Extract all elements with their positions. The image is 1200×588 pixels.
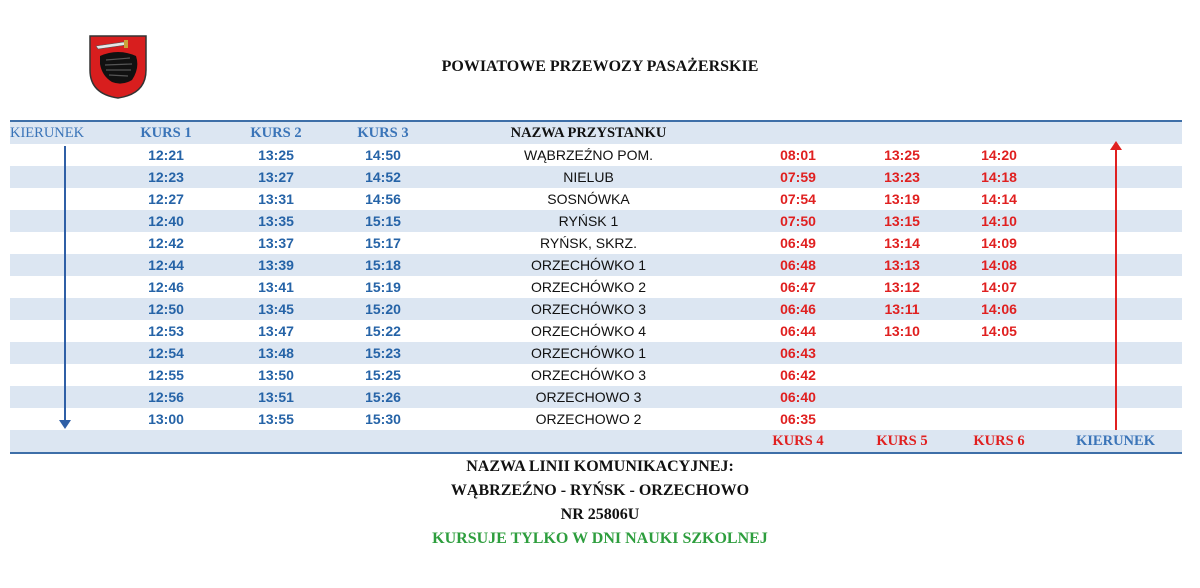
time-cell-k6: 14:07	[981, 279, 1017, 295]
stop-name-cell: ORZECHÓWKO 3	[530, 301, 647, 317]
arrow-head-up-icon	[1110, 141, 1122, 150]
timetable	[10, 120, 1182, 454]
time-cell-k6: 14:08	[981, 257, 1017, 273]
time-cell-k4: 06:46	[780, 301, 816, 317]
table-row	[10, 320, 1182, 342]
time-cell-k3: 15:18	[365, 257, 401, 273]
time-cell-k2: 13:31	[258, 191, 294, 207]
time-cell-k2: 13:35	[258, 213, 294, 229]
direction-left-header: KIERUNEK	[10, 124, 85, 141]
time-cell-k4: 06:43	[780, 345, 816, 361]
time-cell-k2: 13:55	[258, 411, 294, 427]
time-cell-k1: 12:23	[148, 169, 184, 185]
time-cell-k4: 06:47	[780, 279, 816, 295]
coat-of-arms-icon	[88, 34, 148, 100]
time-cell-k5: 13:13	[884, 257, 920, 273]
time-cell-k3: 15:23	[365, 345, 401, 361]
time-cell-k2: 13:39	[258, 257, 294, 273]
time-cell-k5: 13:19	[884, 191, 920, 207]
line-info	[300, 455, 900, 551]
kurs4-header: KURS 4	[772, 432, 824, 449]
time-cell-k3: 15:15	[365, 213, 401, 229]
kurs5-header: KURS 5	[876, 432, 928, 449]
time-cell-k1: 12:53	[148, 323, 184, 339]
stop-name-cell: ORZECHÓWKO 1	[530, 257, 647, 273]
time-cell-k6: 14:14	[981, 191, 1017, 207]
direction-down-arrow-icon	[64, 146, 66, 424]
time-cell-k2: 13:25	[258, 147, 294, 163]
table-row	[10, 144, 1182, 166]
line-label: NAZWA LINII KOMUNIKACYJNEJ:	[466, 458, 734, 475]
time-cell-k5: 13:10	[884, 323, 920, 339]
time-cell-k5: 13:12	[884, 279, 920, 295]
stop-name-cell: ORZECHOWO 3	[535, 389, 642, 405]
kurs6-header: KURS 6	[973, 432, 1025, 449]
stop-name-cell: SOSNÓWKA	[547, 191, 630, 207]
time-cell-k3: 15:25	[365, 367, 401, 383]
time-cell-k4: 06:40	[780, 389, 816, 405]
table-row	[10, 342, 1182, 364]
time-cell-k1: 12:21	[148, 147, 184, 163]
stop-name-cell: NIELUB	[563, 169, 614, 185]
time-cell-k3: 15:22	[365, 323, 401, 339]
table-footer-row	[10, 430, 1182, 452]
table-row	[10, 188, 1182, 210]
stop-name-cell: ORZECHÓWKO 4	[530, 323, 647, 339]
time-cell-k4: 06:35	[780, 411, 816, 427]
stop-name-cell: ORZECHOWO 2	[535, 411, 642, 427]
time-cell-k3: 14:52	[365, 169, 401, 185]
time-cell-k6: 14:20	[981, 147, 1017, 163]
time-cell-k6: 14:18	[981, 169, 1017, 185]
time-cell-k2: 13:50	[258, 367, 294, 383]
time-cell-k5: 13:14	[884, 235, 920, 251]
time-cell-k3: 14:50	[365, 147, 401, 163]
time-cell-k1: 12:42	[148, 235, 184, 251]
time-cell-k4: 06:49	[780, 235, 816, 251]
schedule-note: KURSUJE TYLKO W DNI NAUKI SZKOLNEJ	[432, 530, 768, 547]
time-cell-k2: 13:37	[258, 235, 294, 251]
stop-name-cell: RYŃSK, SKRZ.	[540, 235, 637, 251]
time-cell-k2: 13:48	[258, 345, 294, 361]
time-cell-k2: 13:45	[258, 301, 294, 317]
time-cell-k2: 13:47	[258, 323, 294, 339]
time-cell-k2: 13:41	[258, 279, 294, 295]
kurs3-header: KURS 3	[357, 124, 409, 141]
time-cell-k1: 12:54	[148, 345, 184, 361]
time-cell-k2: 13:27	[258, 169, 294, 185]
stop-name-cell: WĄBRZEŹNO POM.	[523, 147, 654, 163]
table-row	[10, 298, 1182, 320]
table-row	[10, 364, 1182, 386]
time-cell-k1: 13:00	[148, 411, 184, 427]
table-row	[10, 276, 1182, 298]
time-cell-k1: 12:50	[148, 301, 184, 317]
table-row	[10, 232, 1182, 254]
time-cell-k6: 14:05	[981, 323, 1017, 339]
line-number: NR 25806U	[560, 506, 640, 523]
time-cell-k5: 13:23	[884, 169, 920, 185]
stop-name-cell: ORZECHÓWKO 2	[530, 279, 647, 295]
time-cell-k6: 14:06	[981, 301, 1017, 317]
time-cell-k4: 07:54	[780, 191, 816, 207]
table-row	[10, 166, 1182, 188]
time-cell-k3: 15:19	[365, 279, 401, 295]
time-cell-k5: 13:25	[884, 147, 920, 163]
table-row	[10, 210, 1182, 232]
time-cell-k6: 14:09	[981, 235, 1017, 251]
time-cell-k2: 13:51	[258, 389, 294, 405]
time-cell-k4: 08:01	[780, 147, 816, 163]
direction-right-header: KIERUNEK	[1076, 432, 1155, 449]
time-cell-k3: 15:17	[365, 235, 401, 251]
route-name: WĄBRZEŹNO - RYŃSK - ORZECHOWO	[450, 482, 750, 499]
time-cell-k4: 07:50	[780, 213, 816, 229]
time-cell-k3: 14:56	[365, 191, 401, 207]
time-cell-k4: 06:42	[780, 367, 816, 383]
time-cell-k1: 12:40	[148, 213, 184, 229]
time-cell-k5: 13:11	[884, 301, 920, 317]
time-cell-k5: 13:15	[884, 213, 920, 229]
table-row	[10, 386, 1182, 408]
time-cell-k4: 06:44	[780, 323, 816, 339]
arrow-head-down-icon	[59, 420, 71, 429]
kurs1-header: KURS 1	[140, 124, 192, 141]
time-cell-k3: 15:20	[365, 301, 401, 317]
time-cell-k1: 12:56	[148, 389, 184, 405]
stop-name-cell: ORZECHÓWKO 3	[530, 367, 647, 383]
time-cell-k4: 07:59	[780, 169, 816, 185]
stop-name-cell: RYŃSK 1	[558, 213, 619, 229]
stop-name-header: NAZWA PRZYSTANKU	[510, 124, 667, 141]
table-body	[10, 144, 1182, 430]
time-cell-k3: 15:30	[365, 411, 401, 427]
time-cell-k1: 12:27	[148, 191, 184, 207]
table-row	[10, 254, 1182, 276]
table-row	[10, 408, 1182, 430]
time-cell-k1: 12:55	[148, 367, 184, 383]
time-cell-k1: 12:44	[148, 257, 184, 273]
time-cell-k6: 14:10	[981, 213, 1017, 229]
time-cell-k1: 12:46	[148, 279, 184, 295]
page-title: POWIATOWE PRZEWOZY PASAŻERSKIE	[441, 58, 759, 75]
stop-name-cell: ORZECHÓWKO 1	[530, 345, 647, 361]
time-cell-k3: 15:26	[365, 389, 401, 405]
kurs2-header: KURS 2	[250, 124, 302, 141]
time-cell-k4: 06:48	[780, 257, 816, 273]
table-header-row	[10, 122, 1182, 144]
direction-up-arrow-icon	[1115, 148, 1117, 430]
